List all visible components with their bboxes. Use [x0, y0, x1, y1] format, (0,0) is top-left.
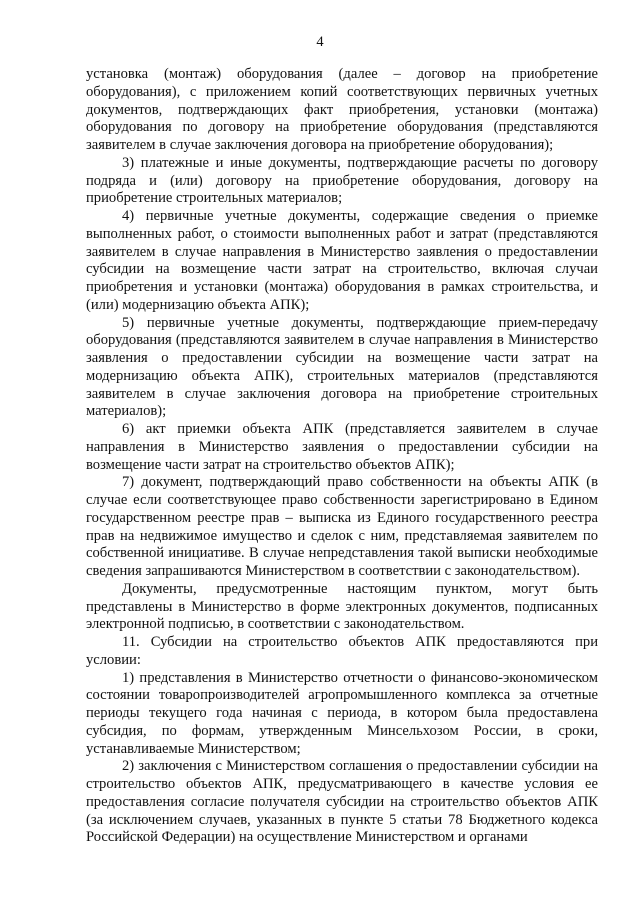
paragraph-item-7: 7) документ, подтверждающий право собственности на объекты АПК (в случае если соответствующее право собственности зарегистрировано в Едином государственном реестре прав – выписка из Единого государственного реестра прав на недвижимое имущество и сделок с ним, представляемая заявителем по собственной инициативе. В случае непредставления такой выписки необходимые сведения запрашиваются Министерством в соответствии с законодательством).	[86, 474, 598, 579]
paragraph-condition-1: 1) представления в Министерство отчетности о финансово-экономическом состоянии товаропроизводителей агропромышленного комплекса за отчетные периоды текущего года начиная с периода, в котором была предоставлена субсидия, по формам, утвержденным Минсельхозом России, в сроки, устанавливаемые Министерством;	[86, 669, 598, 757]
paragraph-electronic-documents: Документы, предусмотренные настоящим пунктом, могут быть представлены в Министерство в форме электронных документов, подписанных электронной подписью, в соответствии с законодательством.	[86, 580, 598, 633]
paragraph: установка (монтаж) оборудования (далее – договор на приобретение оборудования), с приложением копий соответствующих первичных учетных документов, подтверждающих факт приобретения, установки (монтажа) оборудования по договору на приобретение оборудования (представляются заявителем в случае заключения договора на приобретение оборудования);	[86, 66, 598, 153]
paragraph-item-5: 5) первичные учетные документы, подтверждающие прием-передачу оборудования (представляются заявителем в случае направления в Министерство заявления о предоставлении субсидии на возмещение части затрат на модернизацию объекта АПК), строительных материалов (представляются заявителем в случае заключения договора на приобретение строительных материалов);	[86, 314, 598, 420]
paragraph-item-4: 4) первичные учетные документы, содержащие сведения о приемке выполненных работ, о стоимости выполненных работ и затрат (представляются заявителем в случае направления в Министерство заявления о предоставлении субсидии на возмещение части затрат на строительство, включая случаи приобретения и установки (монтажа) оборудования в рамках строительства, и (или) модернизацию объекта АПК);	[86, 208, 598, 313]
paragraph-condition-2: 2) заключения с Министерством соглашения о предоставлении субсидии на строительство объектов АПК, предусматривающего в качестве условия ее предоставления согласие получателя субсидии на строительство объектов АПК (за исключением случаев, указанных в пункте 5 статьи 78 Бюджетного кодекса Российской Федерации) на осуществление Министерством и органами	[86, 758, 598, 846]
document-body	[86, 66, 598, 847]
paragraph-section-11: 11. Субсидии на строительство объектов АПК предоставляются при условии:	[86, 634, 598, 668]
page-number: 4	[316, 34, 324, 50]
paragraph-item-3: 3) платежные и иные документы, подтверждающие расчеты по договору подряда и (или) договору на приобретение оборудования, договору на приобретение строительных материалов;	[86, 154, 598, 207]
paragraph-item-6: 6) акт приемки объекта АПК (представляется заявителем в случае направления в Министерство заявления о предоставлении субсидии на возмещение части затрат на строительство объектов АПК);	[86, 421, 598, 473]
